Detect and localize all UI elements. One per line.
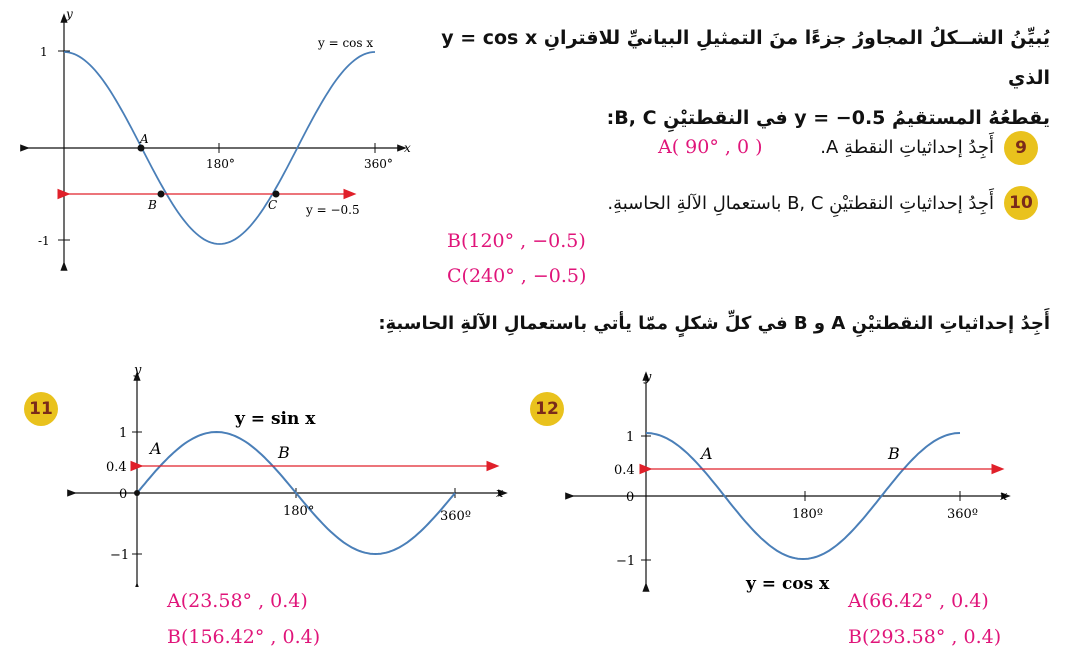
question-number-9: 9 bbox=[1004, 131, 1038, 165]
y-tick-0: 0 bbox=[626, 490, 635, 505]
y-tick-minus-1: −1 bbox=[110, 548, 130, 563]
answer-12-b: B(293.58° , 0.4) bbox=[848, 626, 1002, 648]
answer-10-c: C(240° , −0.5) bbox=[447, 265, 587, 287]
x-tick-360: 360° bbox=[364, 157, 393, 171]
x-axis-label: x bbox=[496, 486, 504, 501]
x-axis-label: x bbox=[1000, 489, 1008, 504]
label-b: B bbox=[148, 198, 157, 212]
x-tick-360: 360º bbox=[947, 507, 978, 522]
graph-11-sin bbox=[60, 362, 520, 587]
x-tick-180: 180° bbox=[283, 504, 315, 519]
label-c: C bbox=[268, 198, 278, 212]
x-tick-360: 360º bbox=[440, 509, 471, 524]
x-axis-label: x bbox=[404, 141, 411, 155]
graph-12-cos bbox=[560, 362, 1020, 602]
y-axis-label: y bbox=[134, 363, 142, 378]
y-tick-1: 1 bbox=[626, 430, 635, 445]
y-tick-1: 1 bbox=[40, 45, 48, 59]
curve-label: y = sin x bbox=[235, 409, 316, 429]
line-label: y = −0.5 bbox=[306, 203, 360, 217]
label-a: A bbox=[150, 439, 162, 458]
y-tick-1: 1 bbox=[119, 426, 128, 441]
answer-11-b: B(156.42° , 0.4) bbox=[167, 626, 321, 648]
intro-line-1: يُبيِّنُ الشــكلُ المجاورُ جزءًا منَ التمثيلِ البيانيِّ للاقترانِ y = cos x الذي bbox=[441, 27, 1050, 89]
intro-line-2: يقطعُهُ المستقيمُ y = −0.5 في النقطتيْنِ B, C: bbox=[606, 107, 1050, 129]
label-b: B bbox=[278, 443, 290, 462]
answer-10-b: B(120° , −0.5) bbox=[447, 230, 586, 252]
curve-label: y = cos x bbox=[746, 574, 830, 594]
answer-9: A( 90° , 0 ) bbox=[658, 136, 763, 158]
question-9-text: أَجِدُ إحداثياتِ النقطةِ A. bbox=[820, 137, 994, 158]
graph-top-cos bbox=[0, 0, 420, 280]
question-number-12: 12 bbox=[530, 392, 564, 426]
instruction-text: أَجِدُ إحداثياتِ النقطتيْنِ A و B في كلِّ شكلٍ ممّا يأتي باستعمالِ الآلةِ الحاسبةِ: bbox=[378, 313, 1050, 334]
y-tick-0: 0 bbox=[119, 487, 128, 502]
question-number-11: 11 bbox=[24, 392, 58, 426]
point-c bbox=[273, 191, 280, 198]
y-tick-minus-1: -1 bbox=[38, 234, 50, 248]
x-tick-180: 180º bbox=[792, 507, 823, 522]
y-tick-04: 0.4 bbox=[614, 463, 635, 478]
y-tick-minus-1: −1 bbox=[616, 554, 636, 569]
curve-label: y = cos x bbox=[318, 36, 374, 50]
label-b: B bbox=[888, 444, 900, 463]
question-number-10: 10 bbox=[1004, 186, 1038, 220]
point-b bbox=[158, 191, 165, 198]
answer-12-a: A(66.42° , 0.4) bbox=[848, 590, 989, 612]
label-a: A bbox=[140, 132, 149, 146]
problem-intro bbox=[410, 18, 1050, 138]
y-axis-label: y bbox=[644, 370, 652, 385]
y-tick-04: 0.4 bbox=[106, 460, 127, 475]
answer-11-a: A(23.58° , 0.4) bbox=[167, 590, 308, 612]
label-a: A bbox=[701, 444, 713, 463]
x-tick-180: 180° bbox=[206, 157, 235, 171]
question-10-text: أَجِدُ إحداثياتِ النقطتيْنِ B, C باستعمالِ الآلةِ الحاسبةِ. bbox=[607, 193, 994, 214]
y-axis-label: y bbox=[66, 7, 73, 21]
